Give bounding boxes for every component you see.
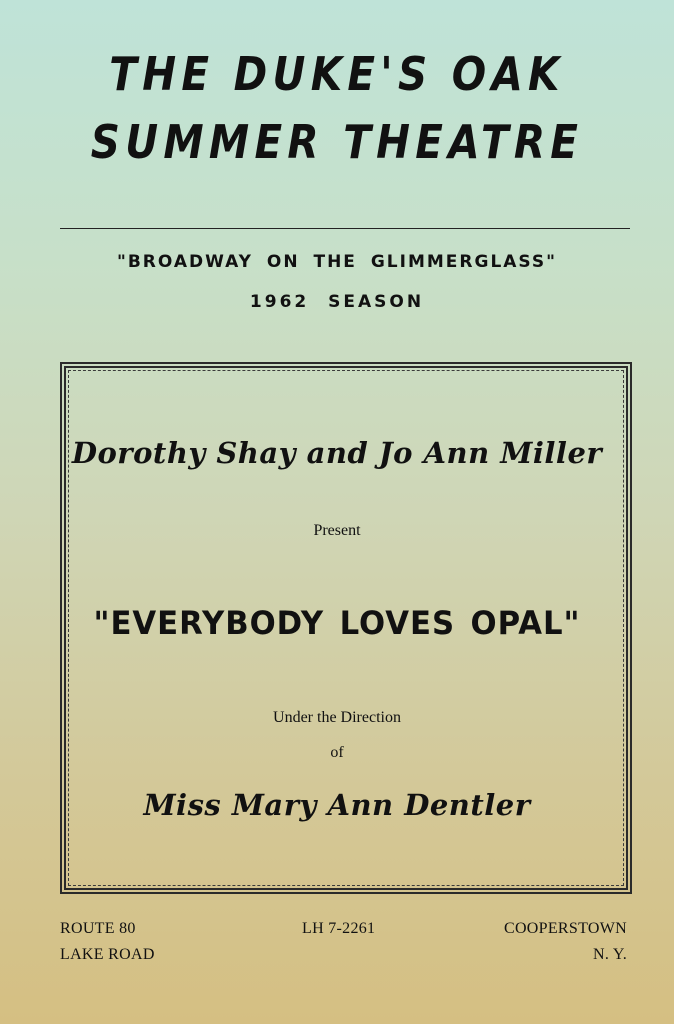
slogan: "BROADWAY ON THE GLIMMERGLASS"	[116, 252, 558, 272]
header-divider	[60, 228, 630, 229]
present-label: Present	[313, 522, 361, 539]
director-name: Miss Mary Ann Dentler	[143, 788, 531, 822]
footer-route: ROUTE 80	[60, 920, 136, 937]
direction-label: Under the Direction	[273, 709, 401, 726]
of-label: of	[330, 744, 344, 761]
footer-state: N. Y.	[593, 946, 627, 963]
footer-phone: LH 7-2261	[302, 920, 376, 937]
theatre-title-line-2: SUMMER THEATRE	[90, 115, 584, 169]
show-title: "EVERYBODY LOVES OPAL"	[93, 604, 581, 642]
footer-road: LAKE ROAD	[60, 946, 155, 963]
theatre-title-line-1: THE DUKE'S OAK	[109, 47, 565, 101]
presenters: Dorothy Shay and Jo Ann Miller	[71, 436, 603, 470]
season: 1962 SEASON	[249, 292, 425, 312]
footer-town: COOPERSTOWN	[503, 920, 627, 937]
